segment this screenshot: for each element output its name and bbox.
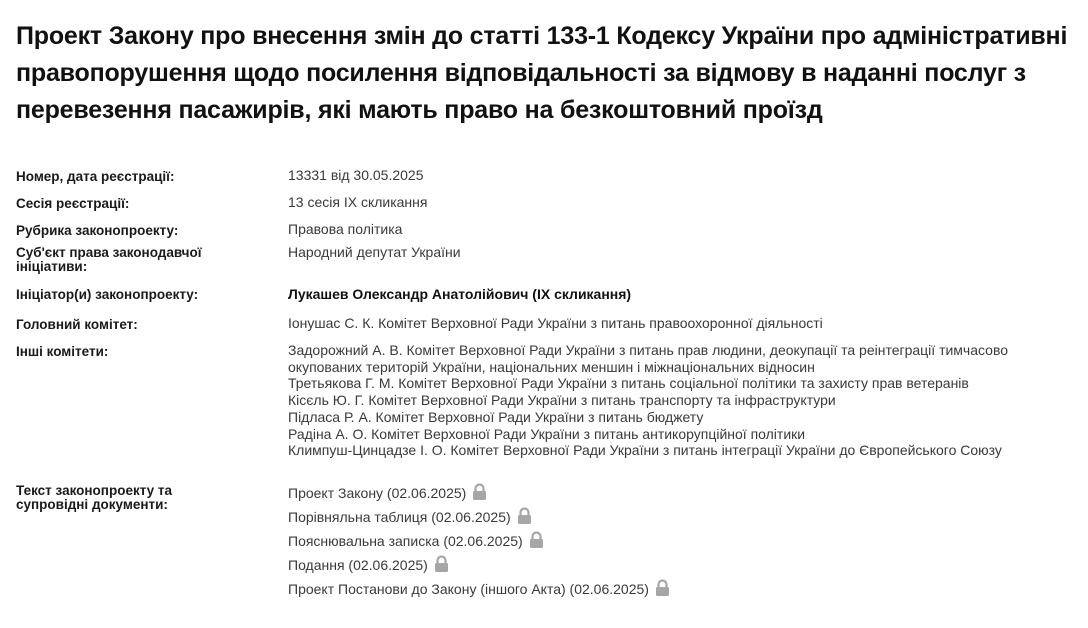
field-session bbox=[16, 194, 1072, 221]
field-value: 13 сесія IX скликання bbox=[288, 194, 428, 210]
field-main-committee bbox=[16, 315, 1072, 342]
list-item: Третьякова Г. М. Комітет Верховної Ради України з питань соціальної політики та захисту прав ветеранів bbox=[288, 375, 969, 392]
lock-icon bbox=[434, 555, 449, 573]
field-label: Текст законопроекту та супровідні документи: bbox=[16, 483, 173, 512]
field-label: Суб'єкт права законодавчої ініціативи: bbox=[16, 245, 202, 274]
document-link[interactable]: Порівняльна таблиця (02.06.2025) bbox=[288, 509, 511, 525]
field-value: 13331 від 30.05.2025 bbox=[288, 167, 424, 183]
list-item: Кісєль Ю. Г. Комітет Верховної Ради України з питань транспорту та інфраструктури bbox=[288, 392, 836, 409]
document-link[interactable]: Проект Закону (02.06.2025) bbox=[288, 485, 467, 501]
document-item[interactable] bbox=[288, 481, 1072, 505]
list-item: Радіна А. О. Комітет Верховної Ради України з питань антикорупційної політики bbox=[288, 425, 806, 442]
initiator-link[interactable]: Лукашев Олександр Анатолійович (IX скликання) bbox=[288, 286, 632, 302]
lock-icon bbox=[517, 507, 532, 525]
field-value: Іонушас С. К. Комітет Верховної Ради України з питань правоохоронної діяльності bbox=[288, 315, 823, 331]
document-item[interactable] bbox=[288, 529, 1072, 553]
field-label: Сесія реєстрації: bbox=[16, 196, 130, 211]
field-label: Головний комітет: bbox=[16, 317, 138, 332]
field-documents bbox=[16, 481, 1072, 601]
field-value: Правова політика bbox=[288, 221, 403, 237]
document-item[interactable] bbox=[288, 505, 1072, 529]
document-link[interactable]: Пояснювальна записка (02.06.2025) bbox=[288, 533, 523, 549]
page-title: Проект Закону про внесення змін до статті 133-1 Кодексу України про адміністративні правопорушення щодо посилення відповідальності за відмову в наданні послуг з перевезення пасажирів, які мають право на безкоштовний проїзд bbox=[16, 22, 1068, 124]
field-subject bbox=[16, 243, 1072, 285]
list-item: Климпуш-Цинцадзе І. О. Комітет Верховної Ради України з питань інтеграції України до Європейського Союзу bbox=[288, 442, 1002, 459]
document-item[interactable] bbox=[288, 577, 1072, 601]
lock-icon bbox=[655, 579, 670, 597]
field-label: Ініціатор(и) законопроекту: bbox=[16, 287, 199, 302]
lock-icon bbox=[529, 531, 544, 549]
list-item: Підласа Р. А. Комітет Верховної Ради України з питань бюджету bbox=[288, 408, 704, 425]
lock-icon bbox=[472, 483, 487, 501]
document-link[interactable]: Подання (02.06.2025) bbox=[288, 557, 428, 573]
field-other-committees bbox=[16, 342, 1072, 481]
field-number-date bbox=[16, 167, 1072, 194]
list-item: Задорожний А. В. Комітет Верховної Ради України з питань прав людини, деокупації та реінтеграції тимчасово окупованих територій України, національних меншин і міжнаціональних відносин bbox=[288, 342, 1009, 375]
field-label: Інші комітети: bbox=[16, 344, 109, 359]
document-list bbox=[288, 481, 1072, 601]
field-rubric bbox=[16, 221, 1072, 243]
field-value: Народний депутат України bbox=[288, 244, 461, 260]
document-item[interactable] bbox=[288, 553, 1072, 577]
field-label: Номер, дата реєстрації: bbox=[16, 169, 175, 184]
field-label: Рубрика законопроекту: bbox=[16, 223, 179, 238]
field-initiator bbox=[16, 285, 1072, 315]
committee-list bbox=[288, 342, 1072, 481]
document-link[interactable]: Проект Постанови до Закону (іншого Акта) (02.06.2025) bbox=[288, 581, 649, 597]
